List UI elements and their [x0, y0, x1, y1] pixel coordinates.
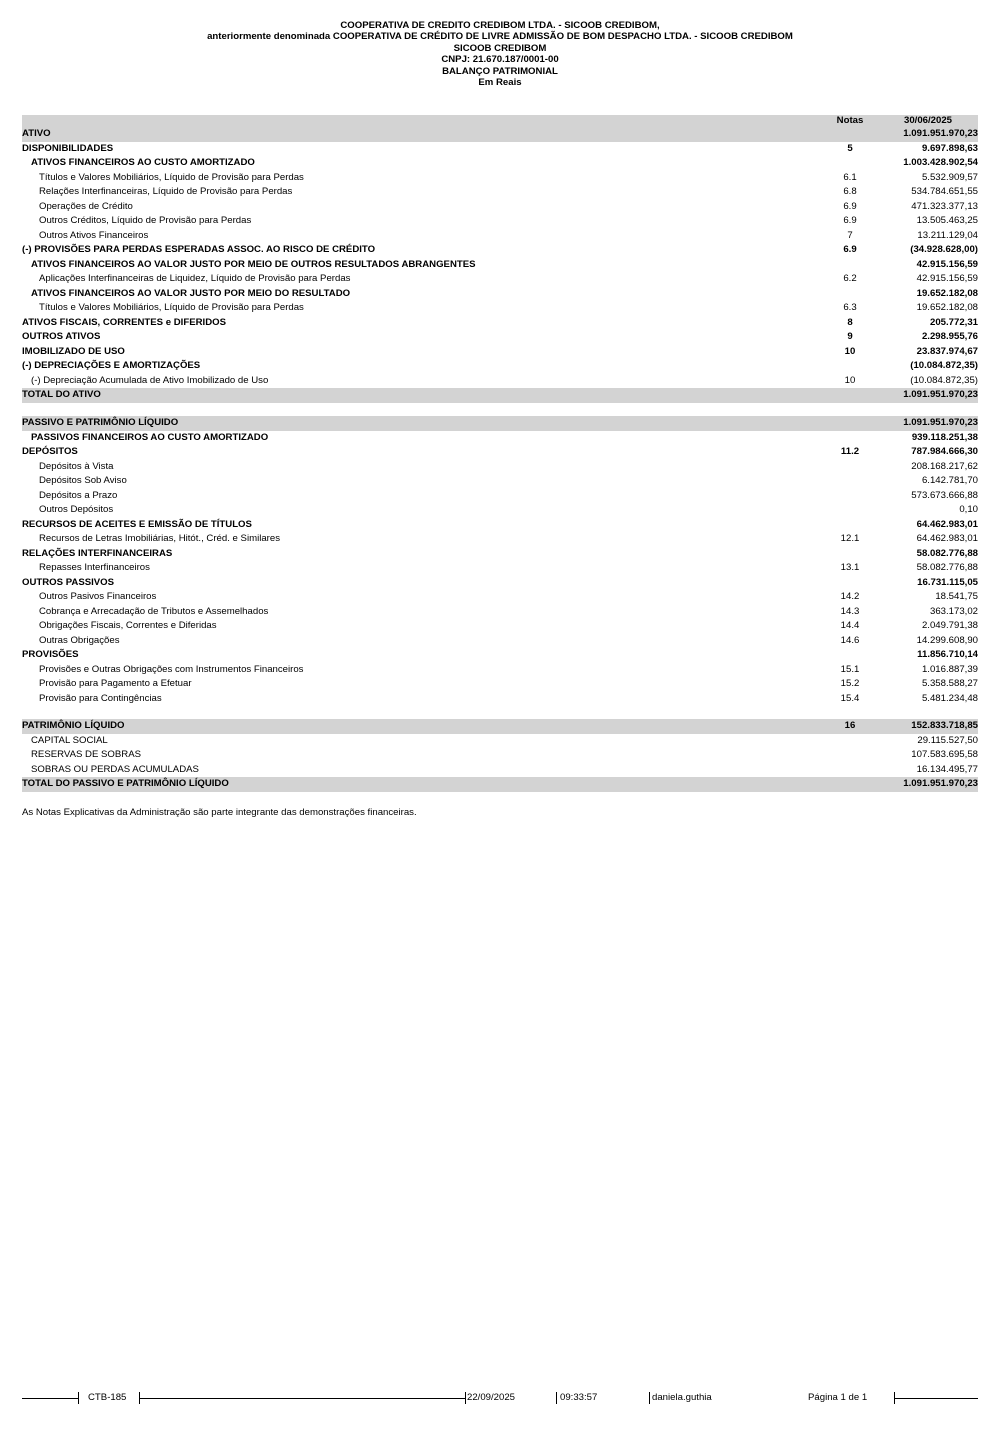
row-value: 5.358.588,27: [921, 678, 978, 689]
page-footer: [0, 1392, 1000, 1406]
table-row: [22, 777, 978, 792]
row-nota: 6.9: [843, 200, 857, 212]
table-row: [22, 648, 978, 663]
row-label: CAPITAL SOCIAL: [31, 734, 108, 746]
table-row: [22, 719, 978, 734]
table-row: [22, 142, 978, 157]
row-value: 13.505.463,25: [916, 215, 978, 226]
table-row: [22, 345, 978, 360]
row-label: RESERVAS DE SOBRAS: [31, 749, 142, 760]
row-nota: 7: [847, 229, 853, 241]
footer-date: 22/09/2025: [467, 1392, 516, 1403]
row-label: (-) DEPRECIAÇÕES E AMORTIZAÇÕES: [22, 360, 201, 371]
row-label: IMOBILIZADO DE USO: [22, 345, 125, 357]
row-nota: 14.6: [840, 634, 860, 646]
row-nota: 15.2: [840, 678, 860, 689]
row-nota: 14.4: [840, 620, 860, 631]
row-nota: 6.9: [843, 244, 857, 255]
row-value: 11.856.710,14: [917, 649, 978, 660]
row-value: 1.091.951.970,23: [903, 417, 978, 428]
row-label: Outros Ativos Financeiros: [39, 229, 149, 241]
row-label: DEPÓSITOS: [22, 446, 78, 457]
table-row: [22, 272, 978, 287]
table-row: [22, 388, 978, 403]
row-nota: 16: [844, 720, 856, 731]
row-label: PROVISÕES: [22, 649, 79, 660]
row-value: 363.173,02: [929, 605, 978, 617]
row-label: Títulos e Valores Mobiliários, Líquido de Provisão para Perdas: [39, 302, 304, 313]
row-value: 19.652.182,08: [916, 302, 978, 313]
table-row: [22, 474, 978, 489]
footer-tick: [78, 1392, 79, 1404]
table-row: [22, 547, 978, 562]
row-label: ATIVOS FINANCEIROS AO VALOR JUSTO POR MEIO DO RESULTADO: [31, 287, 351, 299]
row-value: 534.784.651,55: [911, 186, 978, 197]
row-label: Repasses Interfinanceiros: [39, 562, 150, 573]
row-value: 9.697.898,63: [921, 142, 978, 154]
row-label: OUTROS PASSIVOS: [22, 576, 115, 588]
row-label: ATIVOS FINANCEIROS AO VALOR JUSTO POR MEIO DE OUTROS RESULTADOS ABRANGENTES: [31, 258, 476, 270]
row-value: 23.837.974,67: [916, 345, 978, 357]
row-label: Obrigações Fiscais, Correntes e Diferidas: [39, 620, 217, 631]
row-value: 2.298.955,76: [921, 331, 978, 342]
table-row: [22, 185, 978, 200]
row-label: TOTAL DO PASSIVO E PATRIMÔNIO LÍQUIDO: [22, 778, 229, 789]
row-label: PASSIVO E PATRIMÔNIO LÍQUIDO: [22, 417, 179, 428]
row-value: 1.091.951.970,23: [903, 778, 978, 789]
column-header-date: 30/06/2025: [903, 115, 952, 126]
row-value: 18.541,75: [935, 591, 978, 602]
row-value: 42.915.156,59: [916, 273, 978, 284]
table-row: [22, 590, 978, 605]
row-label: Depósitos Sob Aviso: [39, 475, 127, 486]
row-nota: 14.2: [840, 591, 860, 602]
row-value: 29.115.527,50: [917, 734, 978, 746]
row-label: ATIVO: [22, 128, 51, 139]
row-label: RECURSOS DE ACEITES E EMISSÃO DE TÍTULOS: [22, 518, 252, 530]
column-header-notas: Notas: [836, 115, 864, 126]
row-label: PASSIVOS FINANCEIROS AO CUSTO AMORTIZADO: [31, 431, 269, 443]
header-line-5: BALANÇO PATRIMONIAL: [442, 65, 558, 77]
header-line-1: COOPERATIVA DE CREDITO CREDIBOM LTDA. - SICOOB CREDIBOM,: [340, 20, 660, 31]
table-row: [22, 127, 978, 142]
row-nota: 6.9: [843, 215, 857, 226]
passivo-section: [22, 416, 978, 706]
row-value: 939.118.251,38: [911, 431, 978, 443]
table-row: [22, 677, 978, 692]
row-nota: 9: [847, 331, 853, 342]
patrimonio-section: [22, 719, 978, 792]
row-value: 573.673.666,88: [911, 489, 978, 501]
header-line-6: Em Reais: [478, 76, 522, 88]
table-row: [22, 330, 978, 345]
table-row: [22, 229, 978, 244]
row-label: Provisão para Pagamento a Efetuar: [39, 678, 192, 689]
table-row: [22, 359, 978, 374]
row-nota: 6.1: [843, 171, 857, 183]
row-label: ATIVOS FINANCEIROS AO CUSTO AMORTIZADO: [31, 157, 255, 168]
row-value: 16.731.115,05: [917, 576, 978, 588]
row-nota: 6.3: [843, 302, 857, 313]
row-value: 6.142.781,70: [921, 475, 978, 486]
row-value: 1.003.428.902,54: [903, 157, 978, 168]
row-label: ATIVOS FISCAIS, CORRENTES e DIFERIDOS: [22, 316, 226, 328]
footer-tick: [649, 1392, 650, 1404]
table-row: [22, 200, 978, 215]
table-row: [22, 576, 978, 591]
table-row: [22, 156, 978, 171]
header-line-2: anteriormente denominada COOPERATIVA DE CRÉDITO DE LIVRE ADMISSÃO DE BOM DESPACHO LTDA. - SICOOB CREDIBOM: [207, 31, 793, 43]
table-row: [22, 503, 978, 518]
row-label: Recursos de Letras Imobiliárias, Hitót., Créd. e Similares: [39, 533, 280, 544]
table-row: [22, 605, 978, 620]
row-value: 14.299.608,90: [916, 634, 978, 646]
row-value: 1.091.951.970,23: [903, 128, 978, 139]
table-row: [22, 634, 978, 649]
table-row: [22, 301, 978, 316]
row-label: Aplicações Interfinanceiras de Liquidez, Líquido de Provisão para Perdas: [39, 273, 351, 284]
row-nota: 6.2: [843, 273, 857, 284]
table-row: [22, 619, 978, 634]
footer-tick: [556, 1392, 557, 1404]
table-row: [22, 287, 978, 302]
row-value: 19.652.182,08: [916, 287, 978, 299]
row-value: (10.084.872,35): [910, 360, 978, 371]
row-nota: 14.3: [840, 605, 860, 617]
row-value: 1.091.951.970,23: [903, 389, 978, 400]
table-row: [22, 763, 978, 778]
row-value: 471.323.377,13: [911, 200, 978, 212]
row-value: 5.532.909,57: [921, 171, 978, 183]
row-nota: 12.1: [840, 533, 860, 544]
row-nota: 5: [847, 142, 853, 154]
table-row: [22, 431, 978, 446]
table-row: [22, 748, 978, 763]
row-label: Outros Pasivos Financeiros: [39, 591, 157, 602]
row-value: 64.462.983,01: [916, 518, 978, 530]
column-header-bar: [22, 115, 978, 127]
row-value: 152.833.718,85: [911, 720, 978, 731]
table-row: [22, 692, 978, 707]
row-label: PATRIMÔNIO LÍQUIDO: [22, 720, 125, 731]
row-label: SOBRAS OU PERDAS ACUMULADAS: [31, 763, 199, 775]
table-row: [22, 374, 978, 389]
row-label: (-) PROVISÕES PARA PERDAS ESPERADAS ASSOC. AO RISCO DE CRÉDITO: [22, 244, 376, 255]
footer-line: [139, 1398, 465, 1399]
footer-user: daniela.guthia: [652, 1392, 712, 1403]
row-value: 2.049.791,38: [921, 620, 978, 631]
header-line-4: CNPJ: 21.670.187/0001-00: [441, 54, 559, 66]
row-value: 107.583.695,58: [911, 749, 978, 760]
row-nota: 8: [847, 316, 853, 328]
table-row: [22, 532, 978, 547]
row-nota: 10: [844, 374, 856, 386]
row-value: (10.084.872,35): [910, 374, 978, 386]
row-nota: 13.1: [840, 562, 860, 573]
table-row: [22, 445, 978, 460]
row-label: Provisão para Contingências: [39, 692, 162, 704]
row-label: Depósitos a Prazo: [39, 489, 118, 501]
footer-tick: [465, 1392, 466, 1404]
table-row: [22, 561, 978, 576]
row-label: Cobrança e Arrecadação de Tributos e Assemelhados: [39, 605, 269, 617]
row-label: Relações Interfinanceiras, Líquido de Provisão para Perdas: [39, 186, 293, 197]
row-label: Outros Depósitos: [39, 504, 114, 515]
table-row: [22, 489, 978, 504]
row-label: Provisões e Outras Obrigações com Instrumentos Financeiros: [39, 663, 304, 675]
row-label: Operações de Crédito: [39, 200, 133, 212]
row-label: RELAÇÕES INTERFINANCEIRAS: [22, 547, 173, 559]
row-value: 205.772,31: [929, 316, 978, 328]
row-label: TOTAL DO ATIVO: [22, 389, 101, 400]
footer-code: CTB-185: [88, 1392, 127, 1403]
row-nota: 6.8: [843, 186, 857, 197]
footer-line: [22, 1398, 78, 1399]
row-value: (34.928.628,00): [910, 244, 978, 255]
row-value: 5.481.234,48: [921, 692, 978, 704]
table-row: [22, 214, 978, 229]
footer-line: [894, 1398, 978, 1399]
row-label: DISPONIBILIDADES: [22, 142, 114, 154]
table-row: [22, 460, 978, 475]
table-row: [22, 243, 978, 258]
row-value: 787.984.666,30: [911, 446, 978, 457]
row-label: OUTROS ATIVOS: [22, 331, 101, 342]
row-label: Depósitos à Vista: [39, 460, 114, 472]
row-nota: 15.4: [840, 692, 860, 704]
row-value: 0,10: [959, 504, 978, 515]
table-row: [22, 171, 978, 186]
row-value: 16.134.495,77: [916, 763, 978, 775]
row-value: 208.168.217,62: [911, 460, 978, 472]
explanatory-note: As Notas Explicativas da Administração são parte integrante das demonstrações financeiras.: [22, 807, 417, 818]
header-line-3: SICOOB CREDIBOM: [453, 42, 547, 54]
row-label: Outros Créditos, Líquido de Provisão para Perdas: [39, 215, 252, 226]
row-value: 13.211.129,04: [917, 229, 978, 241]
table-row: [22, 663, 978, 678]
table-row: [22, 258, 978, 273]
row-value: 42.915.156,59: [916, 258, 978, 270]
report-header: [0, 20, 1000, 88]
table-row: [22, 518, 978, 533]
row-label: Títulos e Valores Mobiliários, Líquido de Provisão para Perdas: [39, 171, 304, 183]
row-value: 64.462.983,01: [916, 533, 978, 544]
footer-page: Página 1 de 1: [808, 1392, 868, 1403]
row-nota: 10: [844, 345, 856, 357]
table-row: [22, 316, 978, 331]
footer-time: 09:33:57: [560, 1392, 598, 1403]
row-value: 1.016.887,39: [921, 663, 978, 675]
table-row: [22, 734, 978, 749]
row-value: 58.082.776,88: [916, 562, 978, 573]
row-nota: 15.1: [840, 663, 860, 675]
table-row: [22, 416, 978, 431]
row-nota: 11.2: [840, 446, 860, 457]
row-value: 58.082.776,88: [916, 547, 978, 559]
ativo-section: [22, 127, 978, 403]
row-label: (-) Depreciação Acumulada de Ativo Imobilizado de Uso: [31, 374, 269, 386]
row-label: Outras Obrigações: [39, 634, 120, 646]
